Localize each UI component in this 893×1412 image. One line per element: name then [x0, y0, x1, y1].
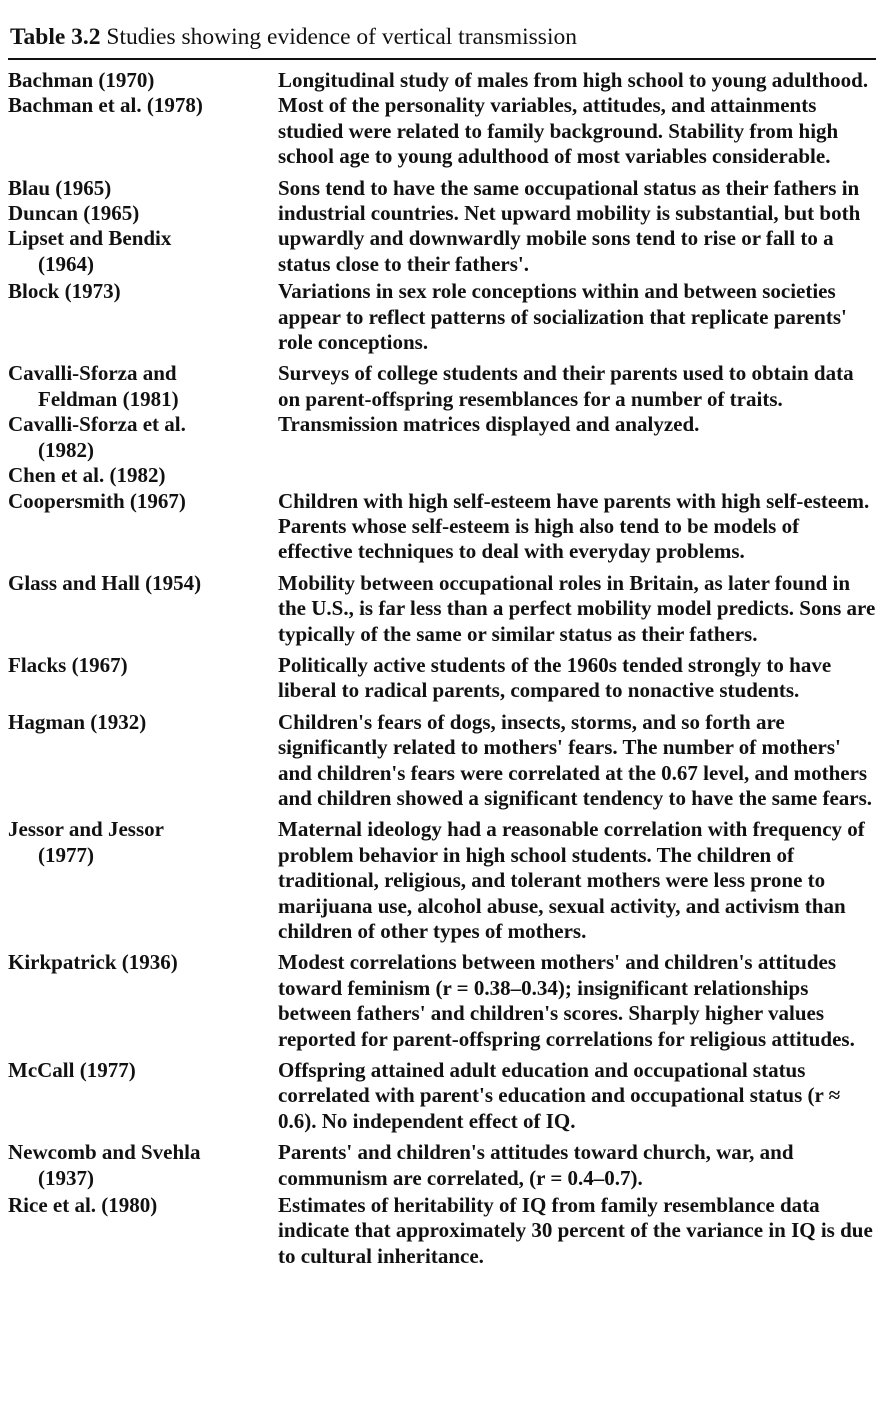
finding-cell: Politically active students of the 1960s tended strongly to have liberal to radical parents, compared to nonactive students.: [278, 652, 832, 703]
table-row: [8, 1058, 876, 1134]
table-row: [8, 68, 876, 170]
study-cell: [8, 571, 278, 596]
finding-cell: Maternal ideology had a reasonable correlation with frequency of problem behavior in high school students. The children of traditional, religious, and tolerant mothers were less prone to marijuana use, alcohol abuse, sexual activity, and activism than children of other types of mothers.: [278, 817, 865, 943]
study-ref: Block (1973): [8, 279, 121, 304]
finding-cell: Offspring attained adult education and occupational status correlated with parent's education and occupational status (r ≈ 0.6). No independent effect of IQ.: [278, 1058, 841, 1133]
study-cell: [8, 361, 278, 488]
study-cell: [8, 1058, 278, 1083]
study-cell: [8, 176, 278, 278]
finding-cell: Children's fears of dogs, insects, storms, and so forth are significantly related to mothers' fears. The number of mothers' and children's fears were correlated at the 0.67 level, and mothers and children showed a significant tendency to have the same fears.: [278, 709, 873, 810]
table-row: [8, 279, 876, 355]
table-label: Table 3.2: [10, 24, 101, 50]
study-ref: Duncan (1965): [8, 201, 140, 226]
table-title: Studies showing evidence of vertical transmission: [106, 24, 577, 50]
finding-cell: Variations in sex role conceptions within and between societies appear to reflect patterns of socialization that replicate parents' role conceptions.: [278, 279, 847, 355]
finding-cell: Modest correlations between mothers' and children's attitudes toward feminism (r = 0.38–0.34); insignificant relationships between fathers' and children's scores. Sharply higher values reported for parent-offspring correlations for religious attitudes.: [278, 950, 855, 1051]
finding-cell: Longitudinal study of males from high school to young adulthood. Most of the personality variables, attitudes, and attainments studied were related to family background. Stability from high school age to young adulthood of most variables considerable.: [278, 68, 869, 169]
table-row: [8, 176, 876, 278]
table-row: [8, 1193, 876, 1269]
study-cell: [8, 817, 278, 868]
table-page: [8, 22, 876, 1269]
study-cell: [8, 68, 278, 119]
study-ref: Glass and Hall (1954): [8, 570, 202, 595]
study-cell: [8, 279, 278, 304]
study-ref: Chen et al. (1982): [8, 463, 166, 488]
study-ref: Cavalli-Sforza and Feldman (1981): [8, 361, 179, 411]
study-cell: [8, 1140, 278, 1191]
finding-cell: Sons tend to have the same occupational status as their fathers in industrial countries. Net upward mobility is substantial, but both upwardly and downwardly mobile sons tend to rise or fall to a status close to their fathers'.: [278, 175, 861, 276]
table-row: [8, 571, 876, 647]
finding-cell: Children with high self-esteem have parents with high self-esteem. Parents whose self-esteem is high also tend to be models of effective techniques to deal with everyday problems.: [278, 488, 870, 564]
study-ref: Cavalli-Sforza et al. (1982): [8, 412, 186, 462]
finding-cell: Estimates of heritability of IQ from family resemblance data indicate that approximately 30 percent of the variance in IQ is due to cultural inheritance.: [278, 1193, 873, 1268]
study-ref: Bachman (1970): [8, 68, 155, 92]
caption-rule: [8, 58, 876, 60]
table-caption: [8, 22, 876, 52]
table-row: [8, 710, 876, 812]
study-cell: [8, 950, 278, 975]
study-ref: Rice et al. (1980): [8, 1193, 158, 1218]
table-row: [8, 817, 876, 944]
table-row: [8, 361, 876, 488]
table-row: [8, 653, 876, 704]
study-ref: Jessor and Jessor (1977): [8, 817, 164, 867]
study-ref: Hagman (1932): [8, 709, 147, 734]
table-row: [8, 1140, 876, 1191]
study-cell: [8, 653, 278, 678]
table-row: [8, 489, 876, 565]
study-ref: Coopersmith (1967): [8, 488, 186, 513]
study-ref: McCall (1977): [8, 1058, 136, 1083]
study-cell: [8, 489, 278, 514]
study-cell: [8, 1193, 278, 1218]
finding-cell: Parents' and children's attitudes toward church, war, and communism are correlated, (r = 0.4–0.7).: [278, 1140, 794, 1190]
study-ref: Newcomb and Svehla (1937): [8, 1140, 201, 1190]
study-ref: Kirkpatrick (1936): [8, 950, 178, 975]
study-ref: Blau (1965): [8, 175, 112, 200]
study-cell: [8, 710, 278, 735]
study-ref: Lipset and Bendix (1964): [8, 226, 172, 276]
study-ref: Flacks (1967): [8, 652, 128, 677]
table-row: [8, 950, 876, 1052]
finding-cell: Mobility between occupational roles in Britain, as later found in the U.S., is far less than a perfect mobility model predicts. Sons are typically of the same or similar status as their fathers.: [278, 570, 876, 646]
finding-cell: Surveys of college students and their parents used to obtain data on parent-offspring resemblances for a number of traits. Transmission matrices displayed and analyzed.: [278, 361, 854, 437]
study-ref: Bachman et al. (1978): [8, 93, 203, 118]
